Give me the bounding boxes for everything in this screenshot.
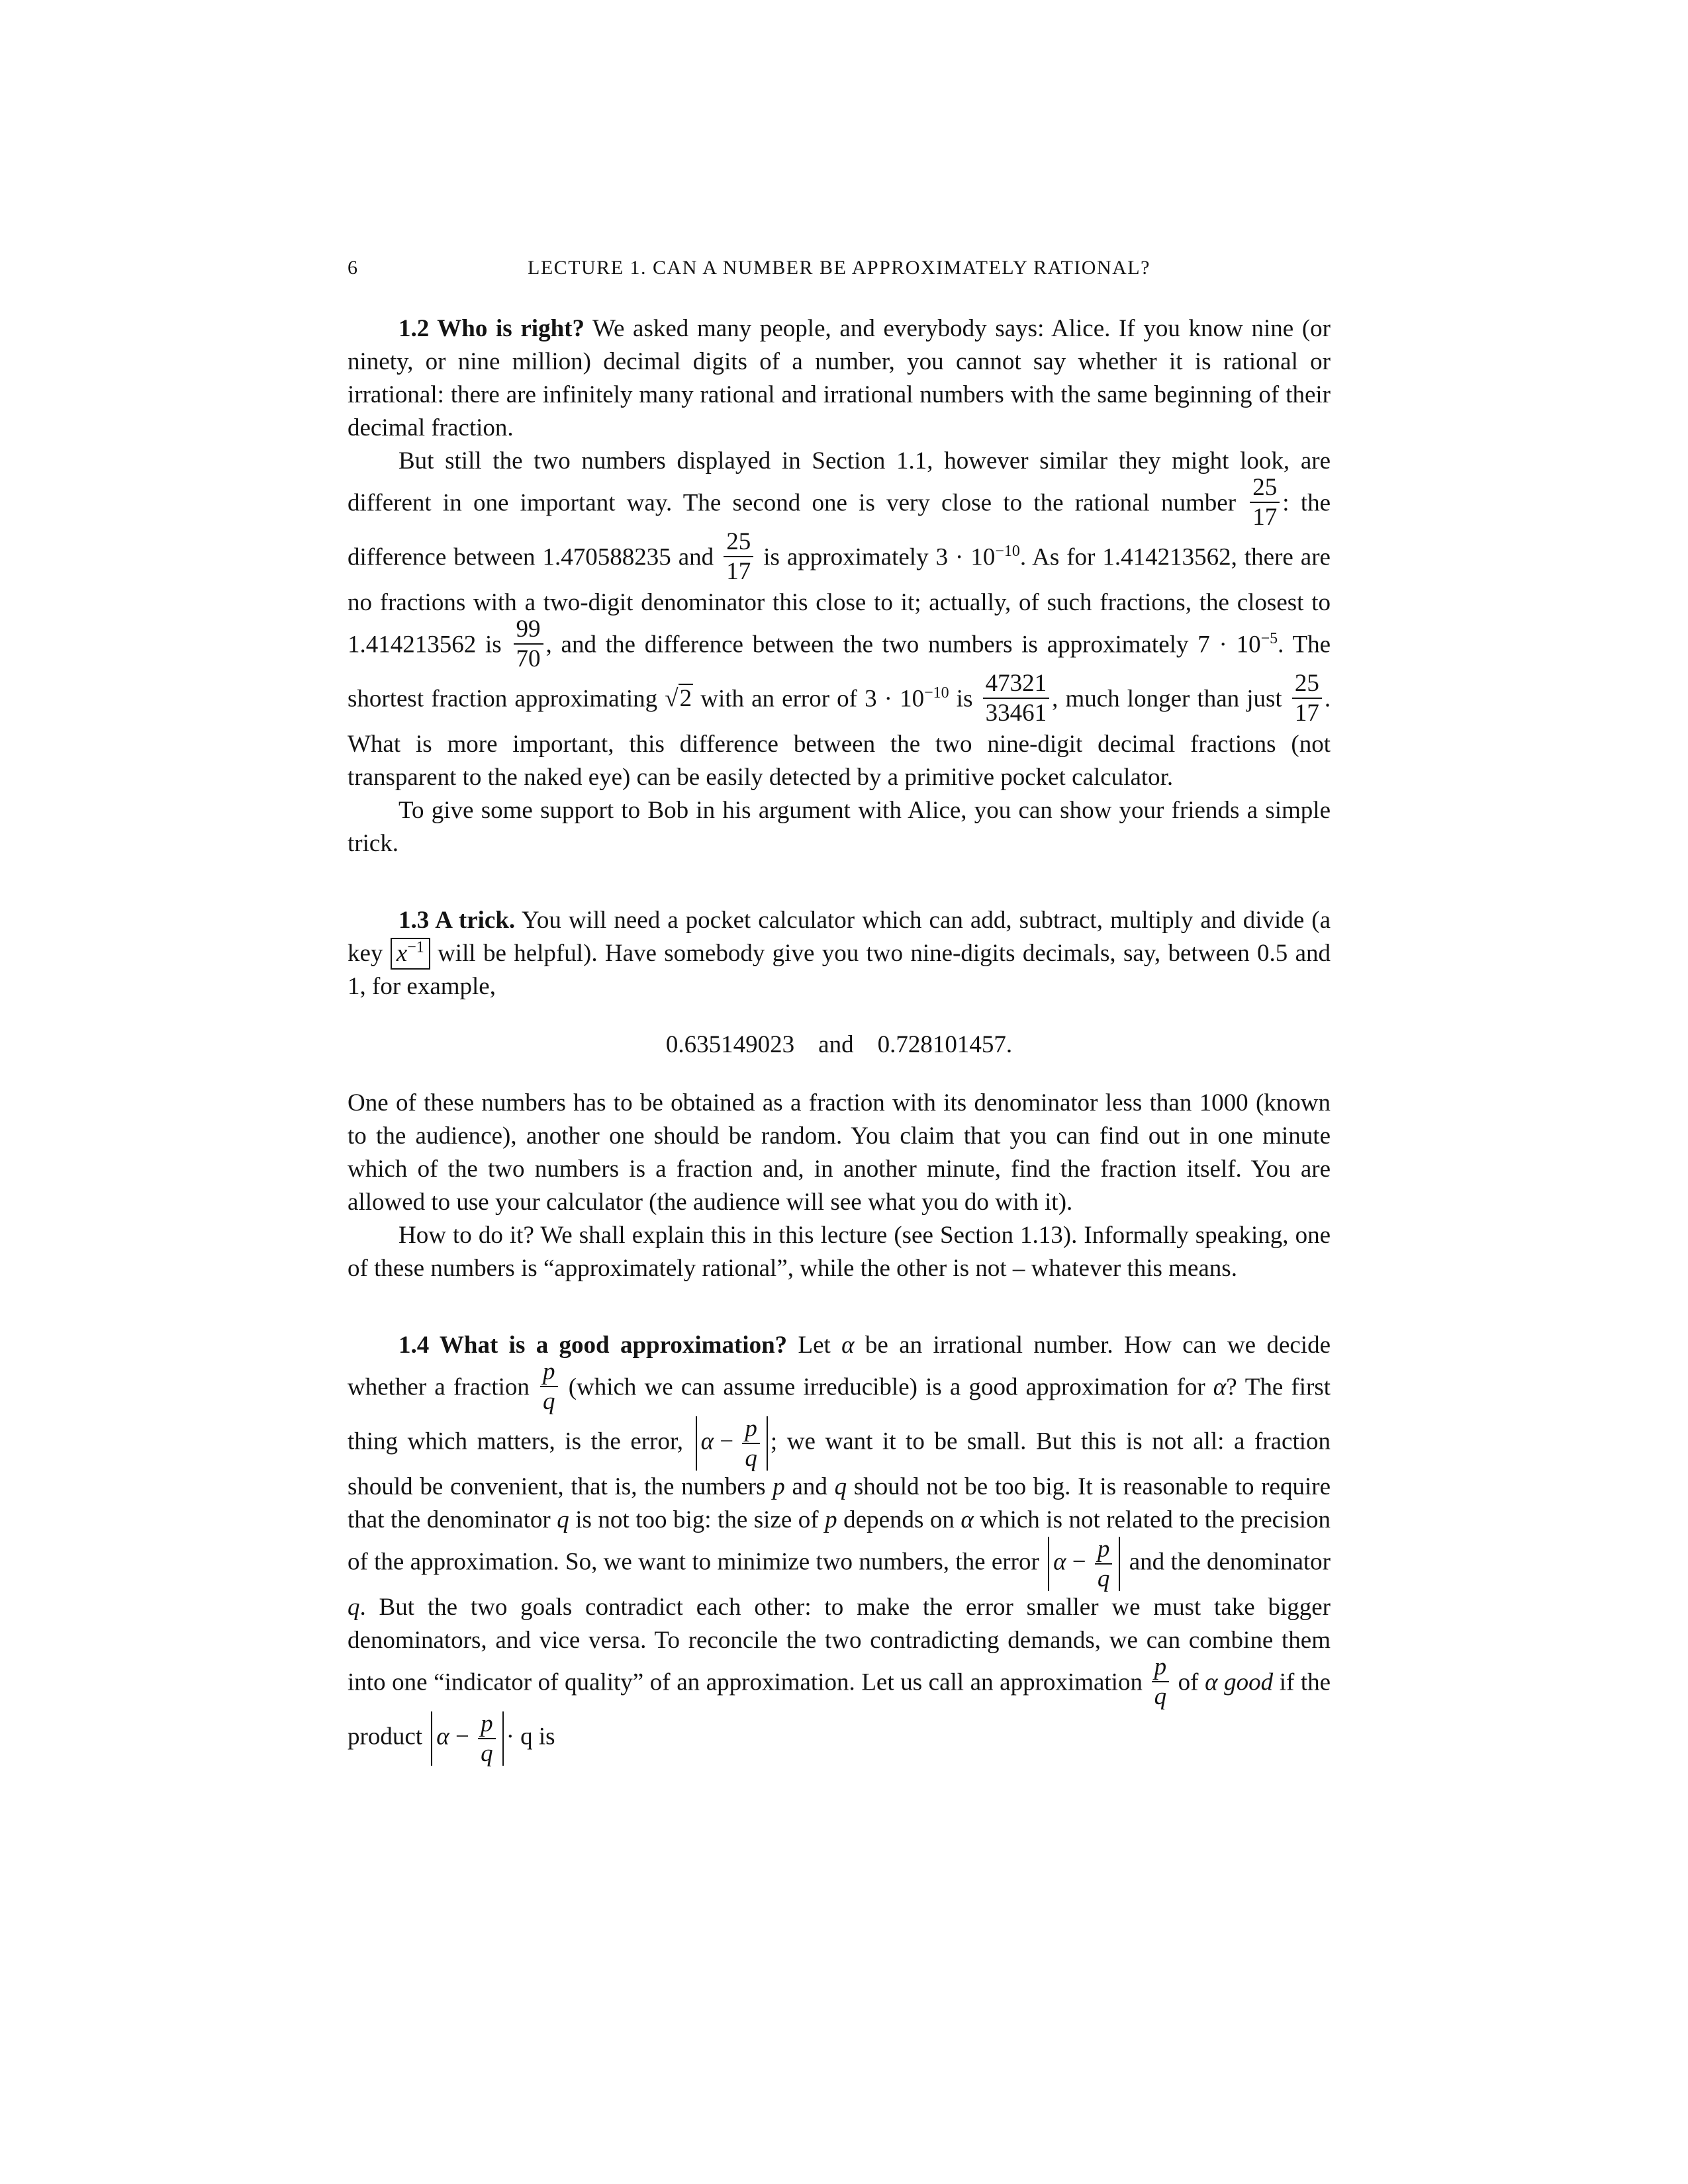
fraction-25-17: $\frac{25}{17}$ xyxy=(1292,671,1322,725)
section-1-2-paragraph-1: 1.2 Who is right? We asked many people, and everybody says: Alice. If you know nine (or ninety, or nine million) decimal digits of a number, you cannot say whether it is rational or irrational: there are infinitely many rational and irrational numbers with the same beginning of their decimal fraction. xyxy=(348,315,1331,441)
running-title: LECTURE 1. CAN A NUMBER BE APPROXIMATELY RATIONAL? xyxy=(528,257,1150,279)
error-abs-expression: α − $\frac{p}{q}$ xyxy=(431,1711,503,1766)
section-1-4-paragraph-1: 1.4 What is a good approximation? Let α be an irrational number. How can we decide whether a fraction $\frac{p}{q}$ (which we can assume irreducible) is a good approximation for α? The first thing which matters, is the error, α − $\frac{p}{q}$ ; we want it to be small. But this is not all: a fraction should be convenient, that is, the numbers p and q should not be too big. It is reasonable to require that the denominator q is not too big: the size of p depends on α which is not related to the precision of the approximation. So, we want to minimize two numbers, the error α − $\frac{p}{q}$ and the denominator q. But the two goals contradict each other: to make the error smaller we must take bigger denominators, and vice versa. To reconcile the two contradicting demands, we can combine them into one “indicator of quality” of an approximation. Let us call an approximation $\frac{p}{q}$ of α good if the product α − $\frac{p}{q}$ · q is xyxy=(348,1332,1331,1767)
fraction-25-17: $\frac{25}{17}$ xyxy=(724,529,753,584)
running-header xyxy=(348,257,1331,290)
section-1-3-paragraph-3: How to do it? We shall explain this in this lecture (see Section 1.13). Informally speaking, one of these numbers is “approximately rational”, while the other is not – whatever this means. xyxy=(348,1222,1331,1282)
fraction-p-q: $\frac{p}{q}$ xyxy=(1152,1655,1170,1709)
fraction-99-70: $\frac{99}{70}$ xyxy=(514,617,543,671)
section-title: 1.2 Who is right? xyxy=(399,315,585,342)
section-1-3-paragraph-2: One of these numbers has to be obtained as a fraction with its denominator less than 1000 (known to the audience), another one should be random. You claim that you can find out in one minute which of the two numbers is a fraction and, in another minute, find the fraction itself. You are allowed to use your calculator (the audience will see what you do with it). xyxy=(348,1089,1331,1216)
fraction-47321-33461: $\frac{47321}{33461}$ xyxy=(983,671,1050,725)
main-text xyxy=(348,312,1331,1766)
sqrt-2: √2 xyxy=(665,685,692,713)
error-abs-expression: α − $\frac{p}{q}$ xyxy=(1048,1537,1120,1591)
fraction-25-17: $\frac{25}{17}$ xyxy=(1250,475,1280,529)
page-number: 6 xyxy=(348,257,359,279)
section-1-3-paragraph-1: 1.3 A trick. You will need a pocket calculator which can add, subtract, multiply and divide (a key $x^{-1}$ will be helpful). Have somebody give you two nine-digits decimals, say, between 0.5 and 1, for example, xyxy=(348,907,1331,1000)
section-title: 1.3 A trick. xyxy=(399,907,516,934)
section-1-2-paragraph-2: But still the two numbers displayed in Section 1.1, however similar they might look, are different in one important way. The second one is very close to the rational number $\frac{25}{17}$ : the difference between 1.470588235 and $\frac{25}{17}$ is approximately $3 \cdot 10^{-10}$. As for 1.414213562, there are no fractions with a two-digit denominator this close to it; actually, of such fractions, the closest to 1.414213562 is $\frac{99}{70}$ , and the difference between the two numbers is approximately $7 \cdot 10^{-5}$. The shortest fraction approximating √2 with an error of $3 \cdot 10^{-10}$ is $\frac{47321}{33461}$ , much longer than just $\frac{25}{17}$ . What is more important, this difference between the two nine-digit decimal fractions (not transparent to the naked eye) can be easily detected by a primitive pocket calculator. xyxy=(348,447,1331,791)
display-example-numbers: 0.635149023 and 0.728101457. xyxy=(665,1031,1013,1058)
example-number-1: 0.635149023 xyxy=(665,1031,795,1058)
section-1-2-paragraph-3: To give some support to Bob in his argument with Alice, you can show your friends a simple trick. xyxy=(348,797,1331,857)
calculator-key-inverse: $x^{-1}$ xyxy=(391,938,430,970)
example-number-2: 0.728101457. xyxy=(877,1031,1013,1058)
error-abs-expression: α − $\frac{p}{q}$ xyxy=(696,1416,768,1471)
section-title: 1.4 What is a good approximation? xyxy=(399,1332,788,1359)
fraction-p-q: $\frac{p}{q}$ xyxy=(540,1359,558,1414)
